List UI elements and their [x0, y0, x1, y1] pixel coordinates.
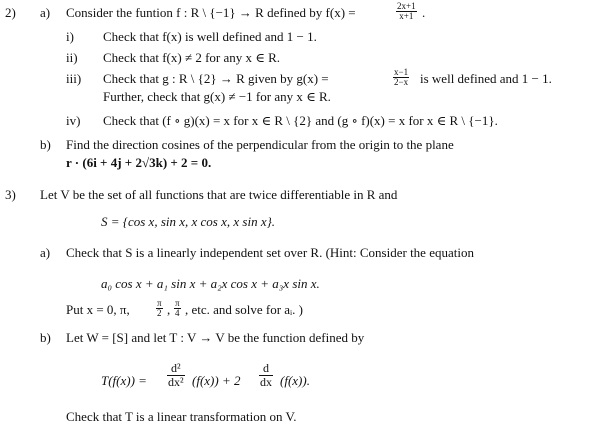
second-derivative-operator: [167, 362, 185, 389]
question-3-number: 3): [5, 187, 16, 202]
transformation-mid: (f(x)) + 2: [192, 373, 241, 388]
part-3b-line1: Let W = [S] and let T : V → V be the function defined by: [66, 330, 365, 345]
pi-over-4-numerator: π: [175, 298, 180, 308]
part-2a-intro: Consider the funtion f : R \ {−1} → R defined by f(x) =: [66, 5, 356, 20]
item-iii-text-end: is well defined and 1 − 1.: [420, 71, 552, 86]
pi-over-2-fraction: [156, 299, 163, 318]
item-iii-line2: Further, check that g(x) ≠ −1 for any x ∈ R.: [103, 89, 331, 104]
linear-combination-equation: a₀ cos x + a₁ sin x + a₂x cos x + a₃x sin x.: [101, 276, 320, 291]
set-definition: S = {cos x, sin x, x cos x, x sin x}.: [101, 214, 276, 229]
item-i-text: Check that f(x) is well defined and 1 − 1.: [103, 29, 317, 44]
f-fraction-numerator: 2x+1: [397, 1, 416, 11]
part-2b-label: b): [40, 137, 51, 152]
plane-equation: r · (6i + 4j + 2√3k) + 2 = 0.: [66, 155, 212, 170]
second-derivative-numerator: d²: [167, 362, 185, 376]
pi-over-2-denominator: 2: [157, 308, 162, 318]
item-i-label: i): [66, 29, 74, 44]
f-fraction: [396, 2, 417, 21]
f-fraction-denominator: x+1: [399, 11, 414, 21]
part-2a-label: a): [40, 5, 51, 20]
transformation-end: (f(x)).: [280, 373, 310, 388]
g-fraction: [393, 68, 409, 87]
pi-over-2-numerator: π: [157, 298, 162, 308]
part-3a-label: a): [40, 245, 51, 260]
first-derivative-denominator: dx: [260, 375, 272, 389]
part-3a-line3-mid: ,: [167, 302, 171, 317]
pi-over-4-fraction: [174, 299, 181, 318]
item-ii-label: ii): [66, 50, 78, 65]
item-iv-text: Check that (f ∘ g)(x) = x for x ∈ R \ {2} and (g ∘ f)(x) = x for x ∈ R \ {−1}.: [103, 113, 498, 128]
first-derivative-operator: [259, 362, 273, 389]
item-ii-text: Check that f(x) ≠ 2 for any x ∈ R.: [103, 50, 281, 65]
question-3-intro: Let V be the set of all functions that are twice differentiable in R and: [40, 187, 398, 202]
part-3a-line3-pre: Put x = 0, π,: [66, 302, 130, 317]
part-3a-line1: Check that S is a linearly independent set over R. (Hint: Consider the equation: [66, 245, 474, 260]
item-iii-text: Check that g : R \ {2} → R given by g(x) =: [103, 71, 329, 86]
first-derivative-numerator: d: [259, 362, 273, 376]
second-derivative-denominator: dx²: [168, 375, 184, 389]
part-3b-line3: Check that T is a linear transformation on V.: [66, 409, 297, 424]
part-3a-line3-post: , etc. and solve for aᵢ. ): [185, 302, 303, 317]
g-fraction-numerator: x−1: [394, 67, 409, 77]
part-3b-label: b): [40, 330, 51, 345]
item-iii-label: iii): [66, 71, 82, 86]
part-2b-line1: Find the direction cosines of the perpendicular from the origin to the plane: [66, 137, 454, 152]
question-2-number: 2): [5, 5, 16, 20]
g-fraction-denominator: 2−x: [394, 77, 409, 87]
pi-over-4-denominator: 4: [175, 308, 180, 318]
transformation-lhs: T(f(x)) =: [101, 373, 147, 388]
part-2a-intro-end: .: [422, 5, 426, 20]
item-iv-label: iv): [66, 113, 81, 128]
